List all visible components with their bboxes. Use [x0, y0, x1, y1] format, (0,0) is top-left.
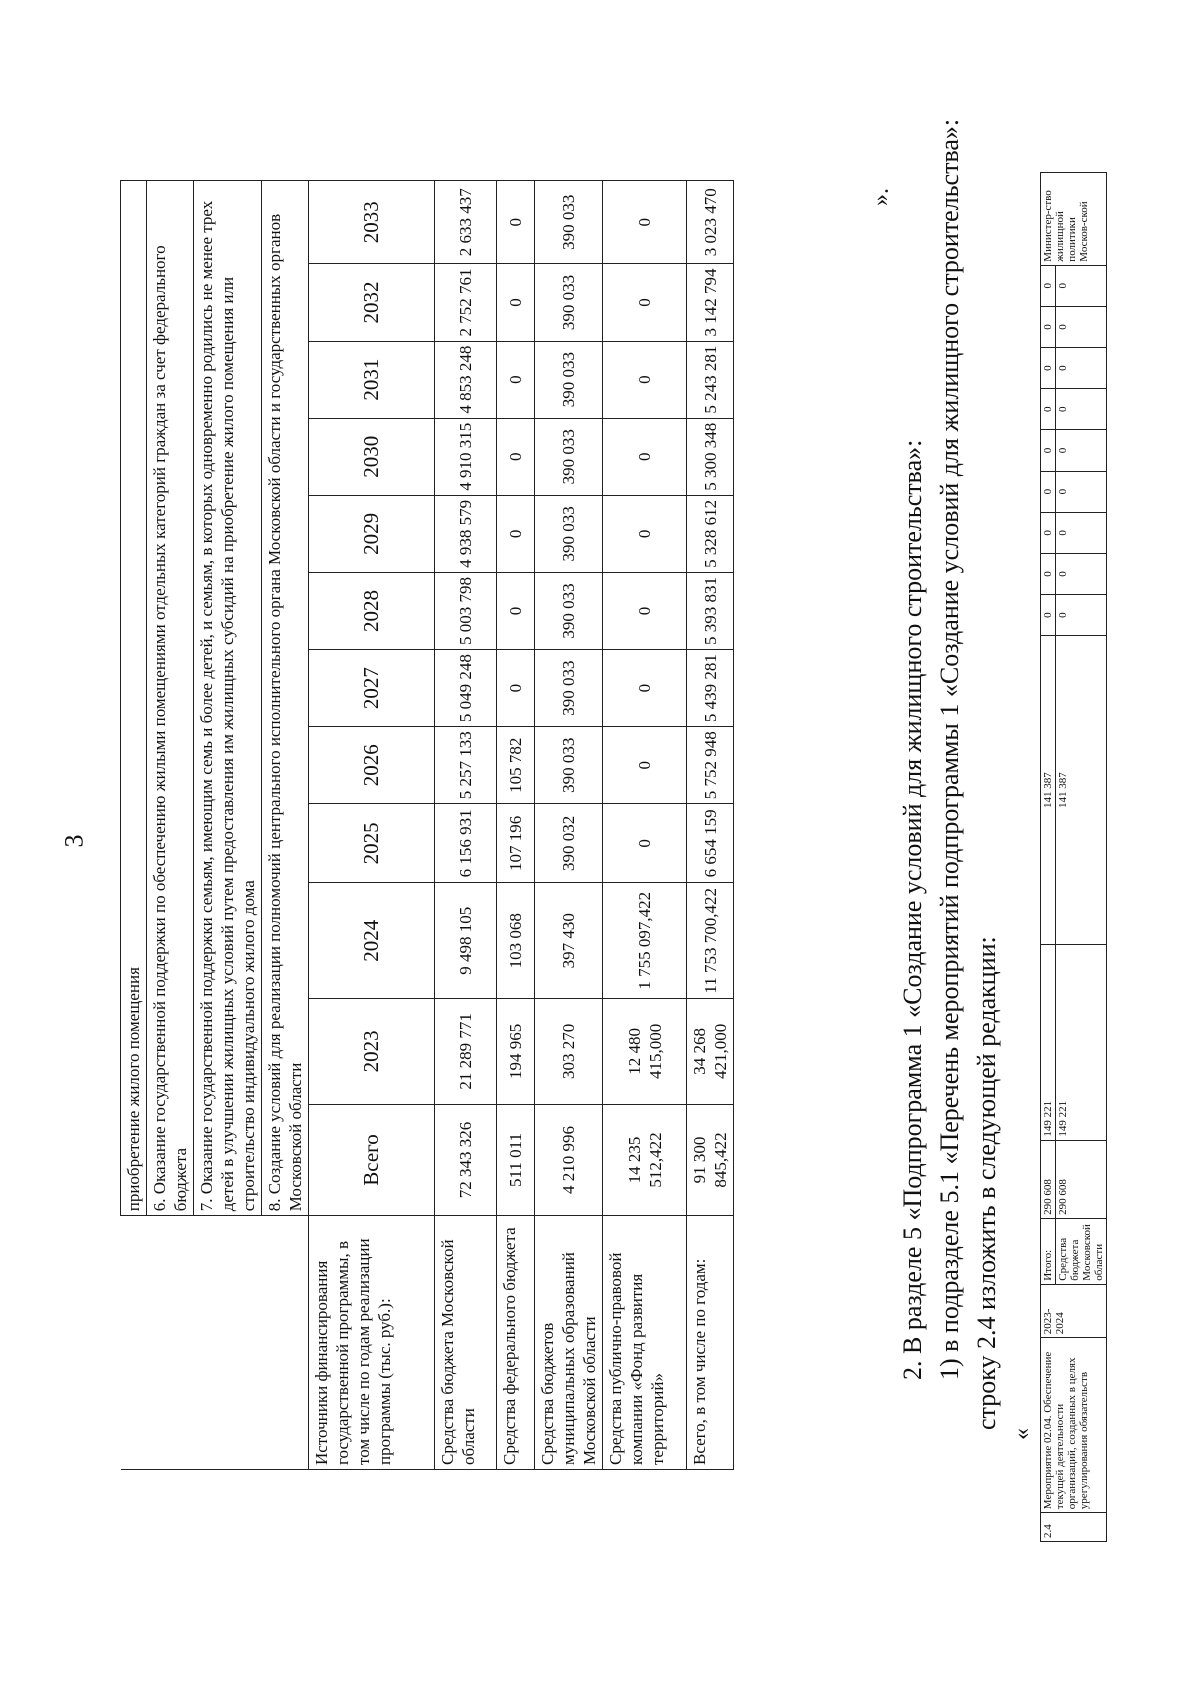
table-cell: 107 196	[497, 804, 535, 883]
table-cell: 0	[1056, 389, 1107, 430]
table-cell: 4 853 248	[435, 341, 497, 418]
table-cell: 0	[1041, 265, 1056, 306]
measure-cell: приобретение жилого помещения	[121, 181, 147, 1216]
row-label: Средства публично-правовой компании «Фонд развития территорий»	[603, 1216, 687, 1470]
table-cell: 0	[1056, 430, 1107, 471]
table-cell: 6 654 159	[687, 804, 734, 883]
table-cell: 5 752 948	[687, 727, 734, 804]
table-cell: 0	[603, 572, 687, 649]
subprogram-row-table	[1040, 172, 1107, 1542]
table-cell: 5 439 281	[687, 650, 734, 727]
column-header: 2023	[309, 999, 435, 1105]
table-cell: 0	[1041, 512, 1056, 553]
column-header: 2026	[309, 727, 435, 804]
table-cell: 0	[603, 495, 687, 572]
table-cell: 390 033	[535, 495, 603, 572]
table-cell: 0	[603, 650, 687, 727]
table-cell: 0	[1041, 430, 1056, 471]
table-cell: 0	[1041, 471, 1056, 512]
row-label: Средства бюджета Московской области	[1056, 1218, 1107, 1284]
rotated-page-content	[30, 118, 1180, 1670]
table-cell: 72 343 326	[435, 1104, 497, 1216]
table-cell: 303 270	[535, 999, 603, 1105]
table-cell: 0	[1056, 306, 1107, 347]
table-cell: 0	[1041, 306, 1056, 347]
column-header: 2024	[309, 883, 435, 999]
table-cell: 0	[603, 181, 687, 264]
table-cell: 0	[497, 181, 535, 264]
table-cell: 0	[1056, 553, 1107, 594]
measure-cell: 6. Оказание государственной поддержки по обеспечению жилыми помещениями отдельных категорий граждан за счет федерального бюджета	[147, 181, 194, 1216]
column-header: 2028	[309, 572, 435, 649]
table-cell: 290 608	[1041, 1140, 1056, 1218]
table-cell: 12 480 415,000	[603, 999, 687, 1105]
table-cell: 511 011	[497, 1104, 535, 1216]
table-cell: 5 049 248	[435, 650, 497, 727]
row-label: Итого:	[1041, 1218, 1056, 1284]
table-cell: 2 633 437	[435, 181, 497, 264]
table-cell: 290 608	[1056, 1140, 1107, 1218]
table-cell: 3 023 470	[687, 181, 734, 264]
measure-name: Мероприятие 02.04. Обеспечение текущей деятельности организаций, созданных в целях урегулирования обязательств	[1041, 1338, 1107, 1513]
table-cell: 0	[1041, 553, 1056, 594]
table-cell: 0	[1041, 595, 1056, 636]
table-cell: 91 300 845,422	[687, 1104, 734, 1216]
period: 2023-2024	[1041, 1284, 1107, 1338]
table-cell: 4 210 996	[535, 1104, 603, 1216]
table-cell: 0	[603, 341, 687, 418]
table-cell: 9 498 105	[435, 883, 497, 999]
table-cell: 11 753 700,422	[687, 883, 734, 999]
table-cell: 141 387	[1041, 636, 1056, 945]
table-cell: 0	[497, 264, 535, 341]
table-cell: 4 938 579	[435, 495, 497, 572]
table-cell: 2 752 761	[435, 264, 497, 341]
paragraph: строку 2.4 изложить в следующей редакции:	[972, 936, 1001, 1430]
table-cell: 390 033	[535, 418, 603, 495]
table-cell: 21 289 771	[435, 999, 497, 1105]
table-cell: 390 033	[535, 341, 603, 418]
table-cell: 390 033	[535, 572, 603, 649]
table-cell: 149 221	[1041, 945, 1056, 1141]
table-cell: 0	[1041, 348, 1056, 389]
table-cell: 0	[1056, 265, 1107, 306]
table-cell: 5 300 348	[687, 418, 734, 495]
table-cell: 0	[497, 418, 535, 495]
table-cell: 105 782	[497, 727, 535, 804]
column-header: 2031	[309, 341, 435, 418]
table-cell: 0	[603, 264, 687, 341]
table-cell: 6 156 931	[435, 804, 497, 883]
measure-cell: 7. Оказание государственной поддержки семьям, имеющим семь и более детей, и семьям, в которых одновременно родились не менее трех детей в улучшении жилищных условий путем предоставления им жилищных субсидий на приобретение жилого помещения или строительство индивидуального жилого дома	[194, 181, 262, 1216]
row-number: 2.4	[1041, 1513, 1107, 1542]
table-cell: 390 033	[535, 727, 603, 804]
table-cell: 5 257 133	[435, 727, 497, 804]
table-cell: 103 068	[497, 883, 535, 999]
table-cell: 0	[1041, 389, 1056, 430]
column-header: Всего	[309, 1104, 435, 1216]
column-header: 2033	[309, 181, 435, 264]
responsible-party: Министер-ство жилищной политики Москов-ской	[1041, 173, 1107, 266]
paragraph: 2. В разделе 5 «Подпрограмма 1 «Создание условий для жилищного строительства»:	[898, 439, 927, 1380]
table-cell: 0	[603, 804, 687, 883]
table-cell: 0	[1056, 595, 1107, 636]
table-cell: 397 430	[535, 883, 603, 999]
table-cell: 0	[497, 572, 535, 649]
table-cell: 194 965	[497, 999, 535, 1105]
table-cell: 14 235 512,422	[603, 1104, 687, 1216]
table-cell: 0	[497, 650, 535, 727]
column-header: 2025	[309, 804, 435, 883]
measure-cell: 8. Создание условий для реализации полномочий центрального исполнительного органа Московской области и государственных органов Московской области	[262, 181, 309, 1216]
table-cell: 0	[497, 495, 535, 572]
table-cell: 149 221	[1056, 945, 1107, 1141]
table-cell: 0	[603, 727, 687, 804]
table-cell: 0	[1056, 471, 1107, 512]
table-cell: 1 755 097,422	[603, 883, 687, 999]
page-number: 3	[59, 834, 89, 848]
opening-quote: «	[1009, 1428, 1035, 1440]
column-header: 2029	[309, 495, 435, 572]
table-cell: 390 033	[535, 650, 603, 727]
table-cell: 0	[1056, 512, 1107, 553]
table-cell: 390 033	[535, 264, 603, 341]
table-cell: 5 328 612	[687, 495, 734, 572]
table-cell: 5 393 831	[687, 572, 734, 649]
table-header-label: Источники финансирования государственной программы, в том числе по годам реализации программы (тыс. руб.):	[309, 1216, 435, 1470]
paragraph: 1) в подразделе 5.1 «Перечень мероприятий подпрограммы 1 «Создание условий для жилищного строительства»:	[935, 118, 964, 1380]
row-label: Всего, в том числе по годам:	[687, 1216, 734, 1470]
table-cell: 390 032	[535, 804, 603, 883]
table-cell: 141 387	[1056, 636, 1107, 945]
table-cell: 4 910 315	[435, 418, 497, 495]
column-header: 2027	[309, 650, 435, 727]
table-cell: 390 033	[535, 181, 603, 264]
row-label: Средства федерального бюджета	[497, 1216, 535, 1470]
table-cell: 34 268 421,000	[687, 999, 734, 1105]
table-cell: 3 142 794	[687, 264, 734, 341]
closing-quote: ».	[868, 188, 894, 206]
row-label: Средства бюджета Московской области	[435, 1216, 497, 1470]
table-cell: 0	[1056, 348, 1107, 389]
row-label: Средства бюджетов муниципальных образований Московской области	[535, 1216, 603, 1470]
table-cell: 5 243 281	[687, 341, 734, 418]
table-cell: 0	[603, 418, 687, 495]
column-header: 2030	[309, 418, 435, 495]
table-cell: 5 003 798	[435, 572, 497, 649]
column-header: 2032	[309, 264, 435, 341]
table-cell: 0	[497, 341, 535, 418]
program-funding-table	[120, 180, 734, 1470]
empty-label-cell	[121, 1216, 309, 1470]
